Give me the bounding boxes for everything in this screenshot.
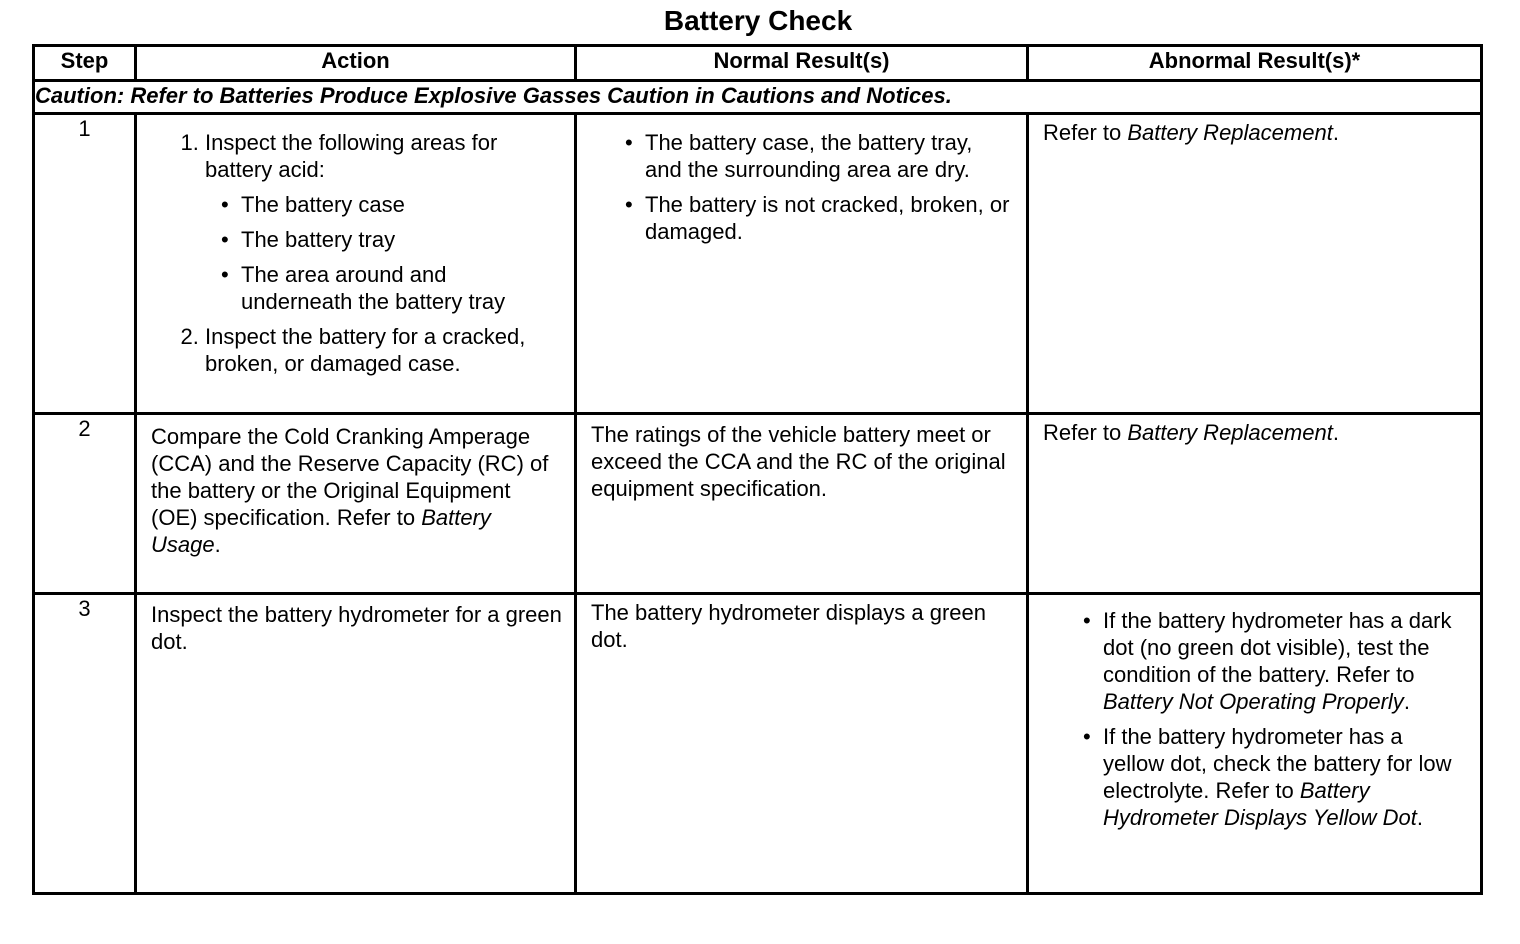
list-item: • If the battery hydrometer has a yellow dot, check the battery for low electrolyte. Refer to Battery Hydrometer Displays Yellow Dot. — [1103, 723, 1468, 831]
list-item: • The battery case, the battery tray, and the surrounding area are dry. — [645, 129, 1014, 183]
action-cell — [136, 114, 576, 414]
action-step: 2. Inspect the battery for a cracked, broken, or damaged case. — [205, 323, 562, 377]
header-action: Action — [136, 46, 576, 81]
header-step: Step — [34, 46, 136, 81]
action-cell: Inspect the battery hydrometer for a green dot. — [136, 594, 576, 894]
header-row — [34, 46, 1482, 81]
normal-cell — [576, 114, 1028, 414]
normal-cell: The battery hydrometer displays a green dot. — [576, 594, 1028, 894]
action-steps — [151, 129, 562, 377]
abnormal-cell: Refer to Battery Replacement. — [1028, 114, 1482, 414]
list-item: • The battery tray — [241, 226, 562, 253]
list-item: • If the battery hydrometer has a dark dot (no green dot visible), test the condition of the battery. Refer to Battery Not Operating Properly. — [1103, 607, 1468, 715]
step-number: 2 — [34, 414, 136, 594]
table-row — [34, 114, 1482, 414]
action-step: 1. Inspect the following areas for battery acid: • The battery case • The battery tray • The area around and underneath the battery tray — [205, 129, 562, 315]
normal-list — [591, 129, 1014, 245]
abnormal-cell — [1028, 594, 1482, 894]
action-cell: Compare the Cold Cranking Amperage (CCA) and the Reserve Capacity (RC) of the battery or the Original Equipment (OE) specification. Refer to Battery Usage. — [136, 414, 576, 594]
action-sub-list — [205, 191, 562, 315]
caution-text: Caution: Refer to Batteries Produce Explosive Gasses Caution in Cautions and Notices. — [34, 81, 1482, 114]
header-abnormal: Abnormal Result(s)* — [1028, 46, 1482, 81]
list-item: • The area around and underneath the battery tray — [241, 261, 562, 315]
reference-link[interactable]: Battery Replacement — [1127, 420, 1333, 445]
header-normal: Normal Result(s) — [576, 46, 1028, 81]
abnormal-list — [1043, 607, 1468, 831]
reference-link[interactable]: Battery Hydrometer Displays Yellow Dot — [1103, 778, 1417, 830]
caution-row — [34, 81, 1482, 114]
normal-cell: The ratings of the vehicle battery meet or exceed the CCA and the RC of the original equipment specification. — [576, 414, 1028, 594]
page-title: Battery Check — [663, 5, 853, 36]
reference-link[interactable]: Battery Not Operating Properly — [1103, 689, 1404, 714]
abnormal-cell: Refer to Battery Replacement. — [1028, 414, 1482, 594]
list-item: • The battery is not cracked, broken, or damaged. — [645, 191, 1014, 245]
step-number: 1 — [34, 114, 136, 414]
list-item: • The battery case — [241, 191, 562, 218]
table-row — [34, 594, 1482, 894]
table-row — [34, 414, 1482, 594]
battery-check-table — [32, 44, 1483, 895]
reference-link[interactable]: Battery Replacement — [1127, 120, 1333, 145]
reference-link[interactable]: Battery Usage — [151, 505, 491, 557]
step-number: 3 — [34, 594, 136, 894]
